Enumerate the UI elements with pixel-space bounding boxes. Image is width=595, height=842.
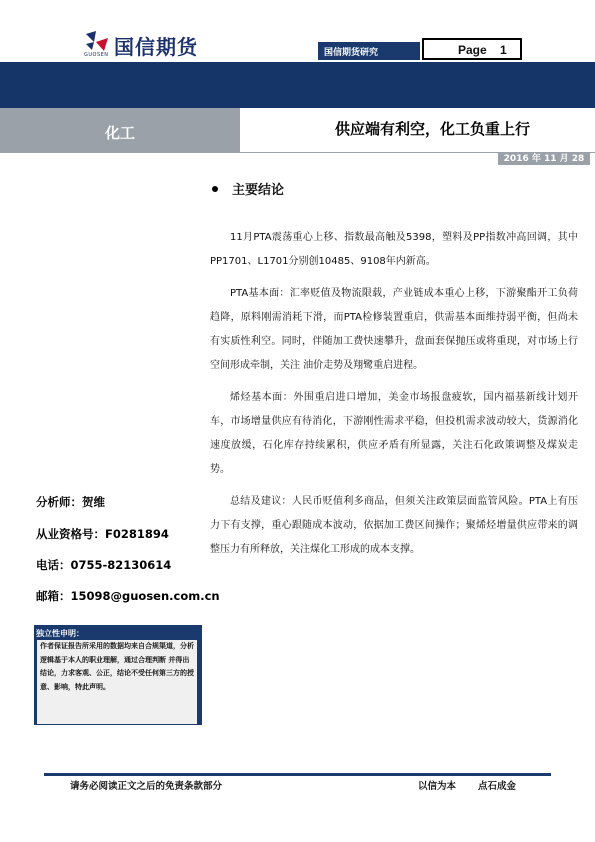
page-indicator <box>422 38 522 60</box>
page-label: Page <box>458 43 487 57</box>
footer-slogan <box>418 778 516 792</box>
logo-english-name: GUOSEN <box>84 52 109 58</box>
paragraph-olefins: 烯烃基本面：外围重启进口增加，美金市场报盘疲软，国内福基新线计划开车，市场增量供应有待消化，下游刚性需求平稳，但投机需求波动较大，货源消化速度放缓，石化库存持续累积，供应矛盾有所显露，关注石化政策调整及煤炭走势。 <box>210 392 578 475</box>
logo-emblem-icon <box>84 30 110 52</box>
statement-title: 独立性申明： <box>36 629 84 638</box>
sector-label: 化工 <box>104 124 135 142</box>
analyst-license: 从业资格号：F0281894 <box>36 527 169 541</box>
report-body <box>210 226 578 570</box>
slogan-part-1: 以信为本 <box>418 781 457 792</box>
slogan-part-2: 点石成金 <box>478 781 517 792</box>
footer-disclaimer: 请务必阅读正文之后的免责条款部分 <box>70 781 223 792</box>
paragraph-conclusion: 总结及建议：人民币贬值利多商品，但须关注政策层面监管风险。PTA上有压力下有支撑，重心跟随成本波动，依据加工费区间操作；聚烯烃增量供应带来的调整压力有所释放，关注煤化工形成的成本支撑。 <box>210 496 578 555</box>
paragraph-pta: PTA基本面：汇率贬值及物流限载，产业链成本重心上移，下游聚酯开工负荷趋降，原料刚需消耗下滑，而PTA检修装置重启，供需基本面维持弱平衡，但尚未有实质性利空。同时，伴随加工费快速攀升，盘面套保抛压或将重现，对市场上行空间形成牵制，关注 油价走势及翔鹭重启进程。 <box>210 288 578 371</box>
paragraph-summary: 11月PTA震荡重心上移、指数最高触及5398，塑料及PP指数冲高回调，其中PP1701、L1701分别创10485、9108年内新高。 <box>210 232 578 267</box>
bullet-icon <box>212 186 218 192</box>
analyst-name: 分析师：贺维 <box>36 495 105 509</box>
analyst-phone: 电话：0755-82130614 <box>36 558 172 572</box>
report-headline: 供应端有利空，化工负重上行 <box>334 120 530 138</box>
statement-body: 作者保证报告所采用的数据均来自合规渠道，分析逻辑基于本人的职业理解，通过合理判断 并得出结论，力求客观、公正，结论不受任何第三方的授意、影响，特此声明。 <box>37 640 197 724</box>
report-date: 2016 年 11 月 28 日 <box>498 153 590 165</box>
research-tag: 国信期货研究 <box>318 42 420 60</box>
analyst-email[interactable]: 邮箱：15098@guosen.com.cn <box>36 589 220 603</box>
company-logo <box>84 30 224 58</box>
page-number: 1 <box>500 43 507 57</box>
section-title: 主要结论 <box>232 183 285 198</box>
footer-divider <box>44 773 551 776</box>
header-band <box>0 62 595 108</box>
logo-chinese-name: 国信期货 <box>114 35 198 59</box>
